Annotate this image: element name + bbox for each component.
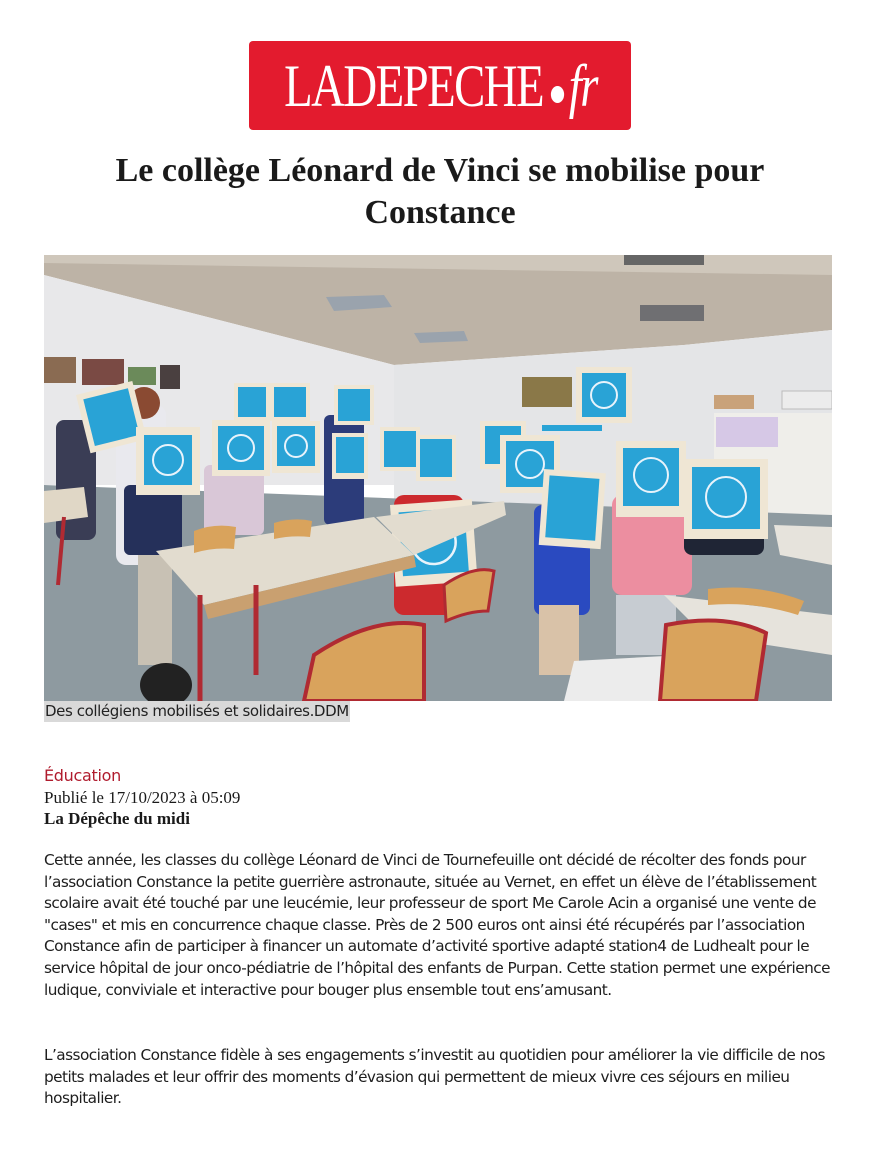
logo-domain-text: fr (568, 52, 597, 119)
poster (82, 359, 124, 385)
chair (660, 621, 766, 702)
person-legs (138, 555, 172, 665)
cardboard-box (714, 395, 754, 409)
tote-print (384, 431, 416, 467)
ladepeche-logo[interactable] (249, 41, 631, 130)
desk (44, 487, 88, 523)
photo-caption: Des collégiens mobilisés et solidaires.DDM (45, 702, 349, 720)
tote-print (274, 387, 306, 417)
publish-date: Publié le 17/10/2023 à 05:09 (44, 788, 241, 807)
article-photo (44, 255, 832, 701)
article-title: Le collège Léonard de Vinci se mobilise pour Constance (115, 152, 765, 231)
tote-print (277, 426, 315, 466)
tote-print (144, 435, 192, 485)
tote-print (336, 437, 364, 473)
ceiling-light (414, 331, 468, 343)
tote-print (420, 439, 452, 477)
poster (522, 377, 572, 407)
poster (160, 365, 180, 389)
ceiling-vent (640, 305, 704, 321)
tote-print (218, 426, 264, 470)
logo-dot-icon (550, 86, 563, 103)
printer (782, 391, 832, 409)
person (124, 485, 182, 555)
ceiling-vent (624, 255, 704, 265)
tote-print (545, 475, 599, 540)
article-category-link[interactable]: Éducation (44, 766, 121, 785)
article-author: La Dépêche du midi (44, 809, 190, 828)
logo-brand-text: LADEPECHE (283, 52, 543, 119)
cabinet-poster (716, 417, 778, 447)
tote-print (338, 389, 370, 421)
article-paragraph: L’association Constance fidèle à ses engagements s’investit au quotidien pour améliorer la vie difficile de nos petits malades et leur offrir des moments d’évasion qui permettent de mieux vivre ces séjours en milieu hospitalier. (44, 1046, 825, 1108)
tote-print (582, 373, 626, 417)
logo-wordmark (283, 52, 597, 119)
chair (274, 519, 312, 539)
article-paragraph: Cette année, les classes du collège Léonard de Vinci de Tournefeuille ont décidé de récolter des fonds pour l’association Constance la petite guerrière astronaute, située au Vernet, en effet un élève de l’établissement scolaire avait été touché par une leucémie, leur professeur de sport Me Carole Acin a organisé une vente de "cases" et mis en concurrence chaque classe. Près de 2 500 euros ont ainsi été récupérés par l’association Constance afin de participer à financer un automate d’activité sportive adapté station4 de Ludhealt pour le service hôpital de jour onco-pédiatrie de l’hôpital des enfants de Purpan. Cette station permet une expérience ludique, conviviale et interactive pour bouger plus ensemble tout ens’amusant. (44, 851, 830, 999)
person-legs (539, 605, 579, 675)
tote-print (238, 387, 266, 417)
classroom-photo-illustration (44, 255, 832, 701)
tote-print (623, 448, 679, 506)
bag-strap (542, 425, 602, 431)
poster (44, 357, 76, 383)
